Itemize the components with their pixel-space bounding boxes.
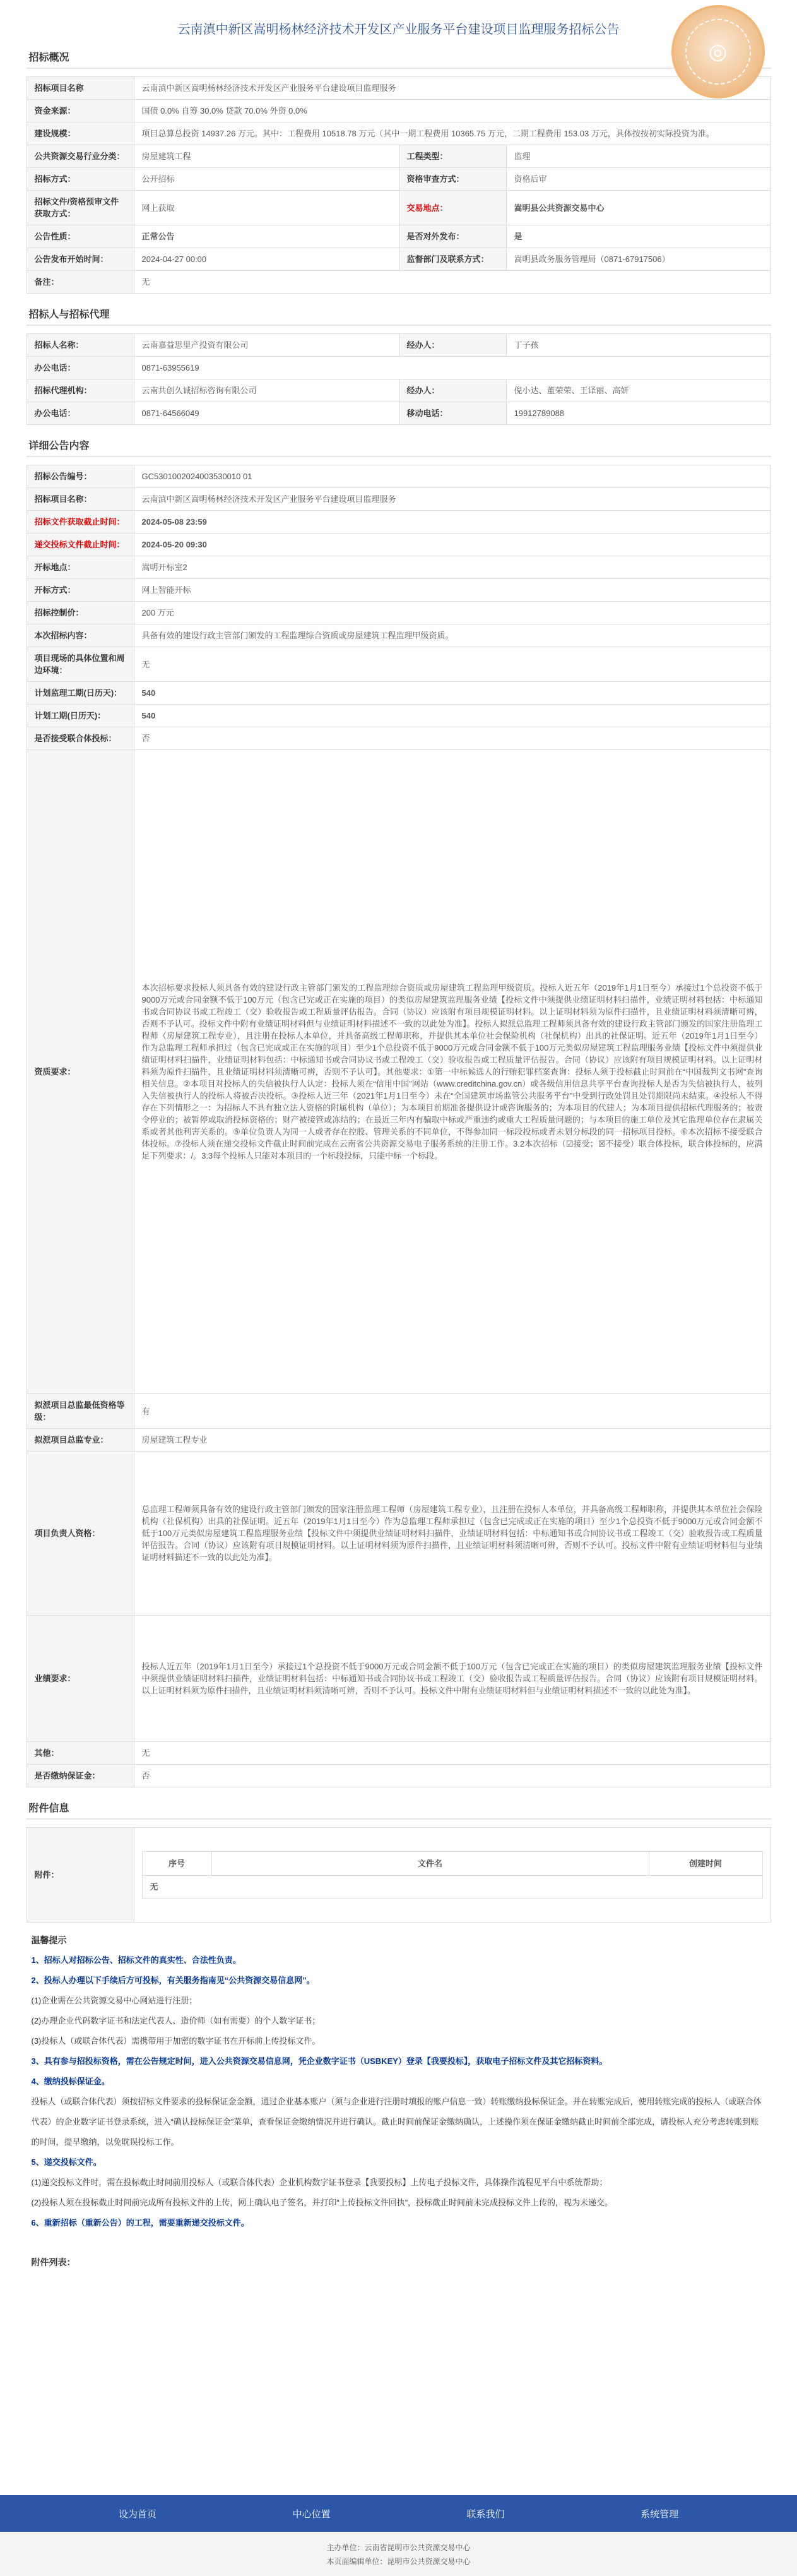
footer-nav <box>0 2495 797 2532</box>
label: 移动电话： <box>399 402 506 425</box>
label: 备注： <box>27 271 134 294</box>
tip-text: (1)递交投标文件时，需在投标截止时间前用投标人（或联合体代表）企业机构数字证书登录【我要投标】上传电子投标文件，具体操作流程见平台中系统帮助； <box>31 2178 608 2187</box>
method: 公开招标 <box>134 168 399 191</box>
note: 无 <box>134 271 770 294</box>
label: 招标公告编号： <box>27 465 134 488</box>
label: 其他： <box>27 1742 134 1765</box>
label: 招标人名称： <box>27 334 134 357</box>
submit-deadline: 2024-05-20 09:30 <box>134 534 770 556</box>
agent: 云南共创久诚招标咨询有限公司 <box>134 379 399 402</box>
open-place: 嵩明开标室2 <box>134 556 770 579</box>
section-parties: 招标人与招标代理 <box>27 301 771 326</box>
label: 公告性质： <box>27 225 134 248</box>
label: 拟派项目总监专业： <box>27 1429 134 1452</box>
site-info: 无 <box>134 647 770 682</box>
period: 540 <box>134 682 770 705</box>
other: 无 <box>134 1742 770 1765</box>
nav-home[interactable]: 设为首页 <box>118 2508 156 2520</box>
attach-list-label: 附件列表： <box>31 2257 76 2267</box>
label: 项目现场的具体位置和周边环境： <box>27 647 134 682</box>
label: 递交投标文件截止时间： <box>27 534 134 556</box>
label: 招标文件/资格预审文件获取方式： <box>27 191 134 225</box>
tip-text: (1)企业需在公共资源交易中心网站进行注册； <box>31 1996 198 2005</box>
label: 是否接受联合体投标： <box>27 727 134 750</box>
tips <box>27 1930 771 2272</box>
label: 经办人： <box>399 379 506 402</box>
tip-heading: 5、递交投标文件。 <box>31 2157 102 2167</box>
overview-table <box>27 76 771 294</box>
tip-text: (2)投标人须在投标截止时间前完成所有投标文件的上传，网上确认电子签名，并打印“上传投标文件回执”，投标截止时间前未完成投标文件上传的，视为未递交。 <box>31 2198 613 2207</box>
col-header: 文件名 <box>211 1852 649 1876</box>
label: 业绩要求： <box>27 1616 134 1742</box>
label: 开标地点： <box>27 556 134 579</box>
col-header: 创建时间 <box>649 1852 762 1876</box>
footer-line: 本页面编辑单位：昆明市公共资源交易中心 <box>326 2557 471 2566</box>
deposit: 否 <box>134 1765 770 1787</box>
manager-major: 房屋建筑工程专业 <box>134 1429 770 1452</box>
label: 资格审查方式： <box>399 168 506 191</box>
tip-heading: 2、投标人办理以下手续后方可投标，有关服务指南见“公共资源交易信息网”。 <box>31 1976 315 1985</box>
performance: 投标人近五年（2019年1月1日至今）承接过1个总投资不低于9000万元或合同金额不低于100万元（包含已完或正在实施的项目）的类似房屋建筑监理服务业绩【投标文件中须提供业绩证明材料扫描件，业绩证明材料包括：中标通知书或合同协议书或工程竣工（交）验收报告或工程质量评估报告。合同（协议）应该附有项目规模证明材料。以上证明材料须为原件扫描件，且业绩证明材料须清晰可辨，否则不予认可。投标文件中附有业绩证明材料但与业绩证明材料描述不一致的以此处为准】。 <box>134 1616 770 1742</box>
label: 办公电话： <box>27 402 134 425</box>
agent-mobile: 19912789088 <box>506 402 770 425</box>
qualification-text: 本次招标要求投标人须具备有效的建设行政主管部门颁发的工程监理综合资质或房屋建筑工程监理甲级资质。投标人近五年（2019年1月1日至今）承接过1个总投资不低于9000万元或合同金额不低于100万元（包含已完或正在实施的项目）的类似房屋建筑监理服务业绩【投标文件中须提供业绩证明材料扫描件，业绩证明材料包括：中标通知书或合同协议书或工程竣工（交）验收报告或工程质量评估报告。合同（协议）应该附有项目规模证明材料。以上证明材料须为原件扫描件，且业绩证明材料须清晰可辨，否则不予认可。投标文件中附有业绩证明材料但与业绩证明材料描述不一致的以此处为准】。投标人拟派总监理工程师须具备有效的建设行政主管部门颁发的国家注册监理工程师（房屋建筑工程专业），且注册在投标人本单位，并具备高级工程师职称，并提供其本单位社会保险机构（社保机构）出具的社保证明。近五年（2019年1月1日至今）作为总监理工程师承担过（包含已完成或正在实施的项目）至少1个总投资不低于9000万元或合同金额不低于100万元类似房屋建筑工程监理服务业绩【投标文件中须提供业绩证明材料扫描件，业绩证明材料包括：中标通知书或合同协议书或工程竣工（交）验收报告或工程质量评估报告。合同（协议）应该附有项目规模证明材料。以上证明材料须为原件扫描件，且业绩证明材料须清晰可辨，否则不予认可】。其他要求：①第一中标候选人的行贿犯罪档案查询：投标人须于投标截止时间前在“中国裁判文书网”查询相关信息。②本项目对投标人的失信被执行人认定：投标人须在“信用中国”网站（www.creditchina.gov.cn）或各级信用信息共享平台查询投标人是否为失信被执行人，被列入失信被执行人的投标人将被否决投标。③投标人近三年（2021年1月1日至今）未在“全国建筑市场监管公共服务平台”中受到行政处罚且处罚期限尚未结束。④投标人不得存在下列情形之一：为招标人不具有独立法人资格的附属机构（单位）；为本项目前期准备提供设计或咨询服务的；为本项目的代建人；为本项目提供招标代理服务的；被责令停业的；被暂停或取消投标资格的；财产被接管或冻结的；在最近三年内有骗取中标或严重违约或重大工程质量问题的；与本项目的施工单位及其它监理单位存在隶属关系或者其他利害关系的。⑤单位负责人为同一人或者存在控股、管理关系的不同单位，不得参加同一标段投标或者未划分标段的同一招标项目投标。⑥本次招标不接受联合体投标。⑦投标人须在递交投标文件截止时间前完成在云南省公共资源交易电子服务系统的注册工作。3.2本次招标（☑接受；☒不接受）联合体投标，联合体投标的，应满足下列要求：/。3.3每个投标人只能对本项目的一个标段投标，只能中标一个标段。 <box>134 750 770 1394</box>
nav-location[interactable]: 中心位置 <box>292 2508 331 2520</box>
footer-line: 主办单位：云南省昆明市公共资源交易中心 <box>326 2543 471 2552</box>
attachments-table <box>27 1827 771 1923</box>
footer-info <box>0 2532 797 2576</box>
tip-heading: 1、招标人对招标公告、招标文件的真实性、合法性负责。 <box>31 1955 241 1965</box>
agent-person: 倪小达、董荣荣、王译丽、高妍 <box>506 379 770 402</box>
label: 招标控制价： <box>27 602 134 624</box>
nav-admin[interactable]: 系统管理 <box>641 2508 679 2520</box>
label: 工程类型： <box>399 145 506 168</box>
details-table <box>27 465 771 1787</box>
label: 招标项目名称： <box>27 488 134 511</box>
tip-heading: 6、重新招标（重新公告）的工程，需要重新递交投标文件。 <box>31 2218 249 2227</box>
seal-inner <box>685 19 751 85</box>
section-details: 详细公告内容 <box>27 432 771 457</box>
tip-heading: 4、缴纳投标保证金。 <box>31 2077 110 2086</box>
nav-contact[interactable]: 联系我们 <box>466 2508 505 2520</box>
page-title: 云南滇中新区嵩明杨林经济技术开发区产业服务平台建设项目监理服务招标公告 <box>177 23 620 37</box>
control-price: 200 万元 <box>134 602 770 624</box>
funding: 国债 0.0% 自筹 30.0% 贷款 70.0% 外资 0.0% <box>134 100 770 122</box>
label: 附件： <box>27 1828 134 1923</box>
notice-no: GC5301002024003530010 01 <box>134 465 770 488</box>
label: 招标项目名称 <box>27 77 134 100</box>
review: 资格后审 <box>506 168 770 191</box>
date: 2024-04-27 00:00 <box>134 248 399 271</box>
tip-text: 投标人（或联合体代表）须按招标文件要求的投标保证金金额，通过企业基本账户（须与企业进行注册时填报的账户信息一致）转账缴纳投标保证金。并在转账完成后，使用转账完成的投标人（或联合体代表）的企业数字证书登录系统，进入“确认投标保证金”菜单，查看保证金缴纳情况并进行确认。截止时间前保证金缴纳确认，上述操作须在保证金缴纳截止时间前全部完成，请投标人充分考虑转账到账的时间，提早缴纳，以免耽误投标工作。 <box>31 2097 762 2147</box>
agent-tel: 0871-64566049 <box>134 402 399 425</box>
label: 招标方式： <box>27 168 134 191</box>
scale: 项目总算总投资 14937.26 万元。其中：工程费用 10518.78 万元（其中一期工程费用 10365.75 万元，二期工程费用 153.03 万元，具体按按初实际投资为准。 <box>134 122 770 145</box>
owner-person: 丁子孩 <box>506 334 770 357</box>
label: 资金来源： <box>27 100 134 122</box>
tip-text: (3)投标人（或联合体代表）需携带用于加密的数字证书在开标前上传投标文件。 <box>31 2036 321 2046</box>
place: 嵩明县公共资源交易中心 <box>506 191 770 225</box>
tips-list <box>32 1950 766 2233</box>
label: 计划监理工期(日历天)： <box>27 682 134 705</box>
reissue: 是 <box>506 225 770 248</box>
label: 是否缴纳保证金： <box>27 1765 134 1787</box>
label: 经办人： <box>399 334 506 357</box>
get-method: 网上获取 <box>134 191 399 225</box>
manager-qualification: 总监理工程师须具备有效的建设行政主管部门颁发的国家注册监理工程师（房屋建筑工程专业），且注册在投标人本单位，并具备高级工程师职称，并提供其本单位社会保险机构（社保机构）出具的社保证明。近五年（2019年1月1日至今）作为总监理工程师承担过（包含已完成或正在实施的项目）至少1个总投资不低于9000万元或合同金额不低于100万元类似房屋建筑工程监理服务业绩【投标文件中须提供业绩证明材料扫描件，业绩证明材料包括：中标通知书或合同协议书或工程竣工（交）验收报告或工程质量评估报告。合同（协议）应该附有项目规模证明材料。以上证明材料须为原件扫描件，且业绩证明材料须清晰可辨，否则不予认可。投标文件中附有业绩证明材料但与业绩证明材料描述不一致的以此处为准】。 <box>134 1452 770 1616</box>
owner-tel: 0871-63955619 <box>134 357 770 379</box>
col-header: 序号 <box>142 1852 211 1876</box>
label: 项目负责人资格： <box>27 1452 134 1616</box>
label: 公共资源交易行业分类： <box>27 145 134 168</box>
seal-logo: ◎ <box>708 40 728 64</box>
owner: 云南嘉益思里产投资有限公司 <box>134 334 399 357</box>
footer <box>0 2495 797 2576</box>
content: 具备有效的建设行政主管部门颁发的工程监理综合资质或房屋建筑工程监理甲级资质。 <box>134 624 770 647</box>
project-name-detail: 云南滇中新区嵩明杨林经济技术开发区产业服务平台建设项目监理服务 <box>134 488 770 511</box>
label: 开标方式： <box>27 579 134 602</box>
seal-stamp <box>671 5 765 98</box>
restrict: 有 <box>134 1394 770 1429</box>
attachment-empty: 无 <box>142 1876 762 1899</box>
attachment-list <box>142 1851 763 1899</box>
parties-table <box>27 333 771 425</box>
joint-bid: 否 <box>134 727 770 750</box>
status: 正常公告 <box>134 225 399 248</box>
tips-title: 温馨提示 <box>31 1935 67 1945</box>
section-attachments: 附件信息 <box>27 1795 771 1820</box>
period2: 540 <box>134 705 770 727</box>
label: 拟派项目总监最低资格等级： <box>27 1394 134 1429</box>
label: 办公电话： <box>27 357 134 379</box>
label: 公告发布开始时间： <box>27 248 134 271</box>
label: 本次招标内容： <box>27 624 134 647</box>
tip-text: (2)办理企业代码数字证书和法定代表人、造价师（如有需要）的个人数字证书； <box>31 2016 321 2025</box>
label: 资质要求： <box>27 750 134 1394</box>
type: 监理 <box>506 145 770 168</box>
label: 招标代理机构： <box>27 379 134 402</box>
tip-heading: 3、具有参与招投标资格，需在公告规定时间，进入公共资源交易信息网，凭企业数字证书（USBKEY）登录【我要投标】，获取电子招标文件及其它招标资料。 <box>31 2056 608 2066</box>
section-overview: 招标概况 <box>27 44 771 69</box>
label: 是否对外发布： <box>399 225 506 248</box>
label: 招标文件获取截止时间： <box>27 511 134 534</box>
label: 建设规模： <box>27 122 134 145</box>
doc-deadline: 2024-05-08 23:59 <box>134 511 770 534</box>
label: 交易地点： <box>399 191 506 225</box>
open-way: 网上智能开标 <box>134 579 770 602</box>
project-name: 云南滇中新区嵩明杨林经济技术开发区产业服务平台建设项目监理服务 <box>134 77 770 100</box>
label: 计划工期(日历天)： <box>27 705 134 727</box>
supervise: 嵩明县政务服务管理局（0871-67917506） <box>506 248 770 271</box>
market: 房屋建筑工程 <box>134 145 399 168</box>
label: 监督部门及联系方式： <box>399 248 506 271</box>
